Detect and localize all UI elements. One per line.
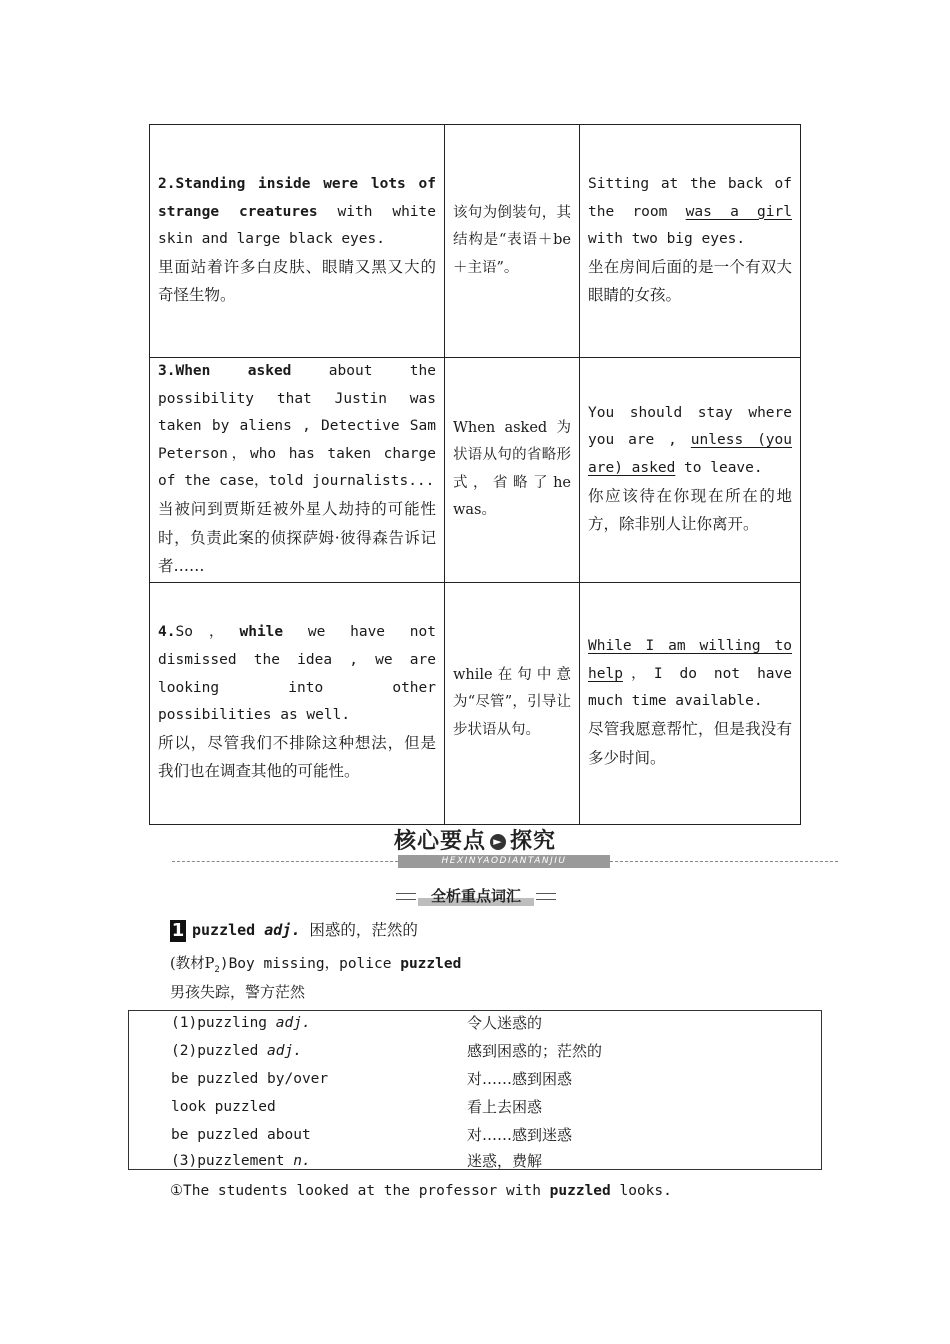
word-form-text: (2)puzzled <box>171 1043 268 1059</box>
heading-decoration <box>536 893 556 900</box>
example-text: You should stay where you are , <box>588 404 792 449</box>
example-cell <box>580 582 801 824</box>
source-sentence <box>170 954 461 980</box>
example-underlined: was a girl <box>685 203 792 220</box>
sentence-key-part: while <box>239 624 284 641</box>
example-text: ，I do not have much time available. <box>588 665 792 710</box>
example-prefix: ①The students looked at the professor with <box>170 1183 550 1199</box>
sentence-text: about the possibility that Justin was taken by aliens , Detective Sam Peterson，who has taken charge of the case，told journalists... <box>158 363 436 490</box>
example-translation: 坐在房间后面的是一个有双大眼睛的女孩。 <box>588 257 792 305</box>
sentence-text: with white skin and large black eyes. <box>158 203 436 248</box>
word-form-text: (3)puzzlement <box>171 1153 294 1169</box>
analysis-cell: When asked 为状语从句的省略形式，省略了he was。 <box>445 358 580 583</box>
example-keyword: puzzled <box>549 1183 611 1199</box>
source-text: )Boy missing，police <box>219 956 401 972</box>
sentence-translation: 当被问到贾斯廷被外星人劫持的可能性时，负责此案的侦探萨姆·彼得森告诉记者…… <box>158 499 436 576</box>
example-cell <box>580 358 801 583</box>
table-row <box>150 125 801 358</box>
word-form-text: (1)puzzling <box>171 1015 276 1031</box>
sentence-cell <box>150 125 445 358</box>
sentence-translation: 所以，尽管我们不排除这种想法，但是我们也在调查其他的可能性。 <box>158 733 436 781</box>
sentence-translation: 里面站着许多白皮肤、眼睛又黑又大的奇怪生物。 <box>158 257 436 305</box>
sentence-key-part: When asked <box>175 363 292 379</box>
source-translation: 男孩失踪，警方茫然 <box>170 983 306 1001</box>
subsection-heading <box>396 884 556 908</box>
table-row <box>150 358 801 583</box>
word-family-box <box>128 1010 822 1170</box>
word-form <box>171 1037 461 1065</box>
subsection-heading-text: 全析重点词汇 <box>430 887 521 905</box>
analysis-cell: while在句中意为“尽管”，引导让步状语从句。 <box>445 582 580 824</box>
example-suffix: looks. <box>610 1183 672 1199</box>
word-form-text: be puzzled by/over <box>171 1071 329 1087</box>
sentence-text: we have not dismissed the idea , we are looking into other possibilities as well. <box>158 624 436 724</box>
word-form-pos: adj. <box>275 1015 311 1031</box>
entry-word: puzzled <box>192 921 256 939</box>
heading-decoration <box>396 893 416 900</box>
arrow-right-icon: ► <box>490 834 506 850</box>
section-title <box>0 824 950 855</box>
word-entry <box>170 918 418 942</box>
example-underlined: While I am willing to help <box>588 638 792 682</box>
entry-pos: adj. <box>264 921 301 939</box>
entry-number: 1 <box>171 919 185 941</box>
word-form-pos: n. <box>293 1153 311 1169</box>
divider <box>610 861 838 862</box>
sentence-number: 3. <box>158 363 176 379</box>
word-form-meaning: 对……感到迷惑 <box>467 1126 573 1144</box>
word-form-meaning: 对……感到困惑 <box>467 1070 573 1088</box>
example-translation: 你应该待在你现在所在的地方，除非别人让你离开。 <box>588 486 792 534</box>
word-form-meaning: 迷惑，费解 <box>467 1152 543 1170</box>
word-form <box>171 1121 461 1149</box>
divider <box>172 861 398 862</box>
word-form <box>171 1093 461 1121</box>
word-form <box>171 1147 461 1175</box>
sentence-number: 4. <box>158 624 176 641</box>
sentence-cell <box>150 358 445 583</box>
source-page: 2 <box>214 964 220 975</box>
word-form-text: be puzzled about <box>171 1127 311 1143</box>
sentence-analysis-table <box>149 124 801 825</box>
entry-meaning: 困惑的，茫然的 <box>309 921 418 939</box>
example-text: Sitting at the back of the room <box>588 176 792 220</box>
section-title-right: 探究 <box>510 829 557 854</box>
sentence-lead: So， <box>175 624 240 641</box>
source-keyword: puzzled <box>400 956 462 972</box>
example-translation: 尽管我愿意帮忙，但是我没有多少时间。 <box>588 720 792 767</box>
word-form-pos: adj. <box>267 1043 302 1059</box>
analysis-cell: 该句为倒装句，其结构是“表语＋be＋主语”。 <box>445 125 580 358</box>
example-sentence <box>170 1181 672 1201</box>
section-title-left: 核心要点 <box>393 829 486 854</box>
word-form <box>171 1065 461 1093</box>
word-form-meaning: 令人迷惑的 <box>467 1014 543 1032</box>
sentence-key-part: Standing inside were lots of strange creatures <box>158 176 436 220</box>
source-prefix: (教材P <box>170 956 215 972</box>
sentence-number: 2. <box>158 176 176 193</box>
word-form-meaning: 看上去困惑 <box>467 1098 543 1116</box>
section-pinyin: HEXINYAODIANTANJIU <box>398 855 610 868</box>
sentence-cell <box>150 582 445 824</box>
word-form <box>171 1009 461 1037</box>
example-cell <box>580 125 801 358</box>
example-text: to leave. <box>675 460 763 477</box>
word-form-text: look puzzled <box>171 1099 276 1115</box>
example-underlined: unless (you are) asked <box>588 432 792 477</box>
example-text: with two big eyes. <box>588 231 746 248</box>
word-form-meaning: 感到困惑的；茫然的 <box>467 1042 603 1060</box>
table-row <box>150 582 801 824</box>
